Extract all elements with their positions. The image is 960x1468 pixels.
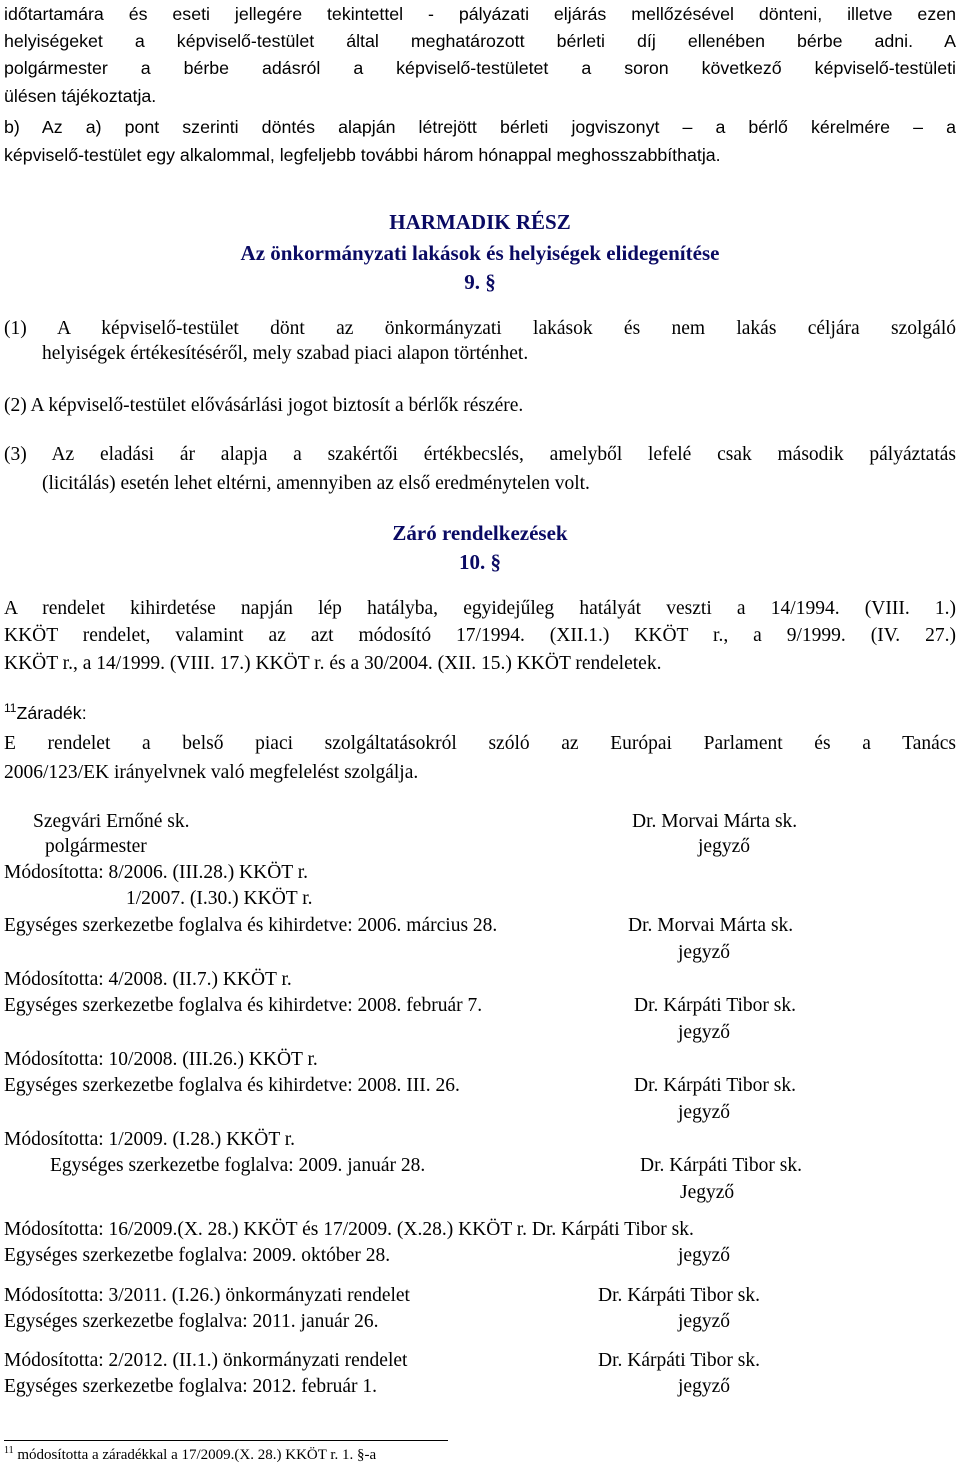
section-9-p1-line-2: helyiségek értékesítéséről, mely szabad piaci alapon történhet. bbox=[42, 343, 529, 364]
amendment-1-line-2: 1/2007. (I.30.) KKÖT r. bbox=[126, 888, 313, 909]
section-10-line-2: KKÖT rendelet, valamint az azt módosító 17/1994. (XII.1.) KKÖT r., a 9/1999. (IV. 27.) bbox=[4, 625, 956, 646]
consolidation-5-title: jegyző bbox=[678, 1245, 730, 1266]
consolidation-4-title: Jegyző bbox=[680, 1182, 735, 1203]
consolidation-3-title: jegyző bbox=[678, 1102, 730, 1123]
amendment-1-line-1: Módosította: 8/2006. (III.28.) KKÖT r. bbox=[4, 862, 309, 883]
section-9-p2: (2) A képviselő-testület elővásárlási jogot biztosít a bérlők részére. bbox=[4, 395, 524, 416]
consolidation-1-name: Dr. Morvai Márta sk. bbox=[628, 915, 794, 936]
consolidation-6-title: jegyző bbox=[678, 1311, 730, 1332]
footnote-number: 11 bbox=[4, 1445, 14, 1456]
consolidation-7-title: jegyző bbox=[678, 1376, 730, 1397]
footnote bbox=[4, 1447, 376, 1464]
section-9: 9. § bbox=[464, 270, 496, 294]
para-a-line-1: időtartamára és eseti jellegére tekintettel - pályázati eljárás mellőzésével dönteni, illetve ezen bbox=[4, 4, 956, 24]
amendment-6: Módosította: 3/2011. (I.26.) önkormányzati rendelet bbox=[4, 1285, 410, 1306]
consolidation-7-text: Egységes szerkezetbe foglalva: 2012. február 1. bbox=[4, 1376, 378, 1397]
section-9-p3-line-1: (3) Az eladási ár alapja a szakértői értékbecslés, amelyből lefelé csak második pályáztatás bbox=[4, 444, 956, 465]
consolidation-5-text: Egységes szerkezetbe foglalva: 2009. október 28. bbox=[4, 1245, 391, 1266]
section-9-p1-line-1: (1) A képviselő-testület dönt az önkormányzati lakások és nem lakás céljára szolgáló bbox=[4, 318, 956, 339]
consolidation-1-text: Egységes szerkezetbe foglalva és kihirdetve: 2006. március 28. bbox=[4, 915, 498, 936]
clause-label bbox=[4, 703, 87, 724]
amendment-6-name: Dr. Kárpáti Tibor sk. bbox=[598, 1285, 760, 1306]
clause-line-2: 2006/123/EK irányelvnek való megfelelést szolgálja. bbox=[4, 762, 419, 783]
amendment-4: Módosította: 1/2009. (I.28.) KKÖT r. bbox=[4, 1129, 296, 1150]
para-b-line-2: képviselő-testület egy alkalommal, legfeljebb további három hónappal meghosszabbíthatja. bbox=[4, 145, 721, 165]
para-a-line-2: helyiségeket a képviselő-testület által meghatározott bérleti díj ellenében bérbe adni. A bbox=[4, 31, 956, 51]
closing-title: Záró rendelkezések bbox=[392, 521, 568, 545]
amendment-7: Módosította: 2/2012. (II.1.) önkormányzati rendelet bbox=[4, 1350, 408, 1371]
amendment-5: Módosította: 16/2009.(X. 28.) KKÖT és 17/2009. (X.28.) KKÖT r. Dr. Kárpáti Tibor sk. bbox=[4, 1219, 694, 1240]
section-10-line-3: KKÖT r., a 14/1999. (VIII. 17.) KKÖT r. és a 30/2004. (XII. 15.) KKÖT rendeletek. bbox=[4, 653, 662, 674]
consolidation-4-name: Dr. Kárpáti Tibor sk. bbox=[640, 1155, 802, 1176]
footnote-reference[interactable]: 11 bbox=[4, 701, 17, 716]
consolidation-2-text: Egységes szerkezetbe foglalva és kihirdetve: 2008. február 7. bbox=[4, 995, 483, 1016]
consolidation-3-name: Dr. Kárpáti Tibor sk. bbox=[634, 1075, 796, 1096]
consolidation-3-text: Egységes szerkezetbe foglalva és kihirdetve: 2008. III. 26. bbox=[4, 1075, 460, 1096]
footnote-text: módosította a záradékkal a 17/2009.(X. 28.) KKÖT r. 1. §-a bbox=[17, 1447, 377, 1463]
consolidation-6-text: Egységes szerkezetbe foglalva: 2011. január 26. bbox=[4, 1311, 379, 1332]
section-10-line-1: A rendelet kihirdetése napján lép hatályba, egyidejűleg hatályát veszti a 14/1994. (VIII. 1.) bbox=[4, 598, 956, 619]
mayor-name: Szegvári Ernőné sk. bbox=[33, 811, 190, 832]
part-title: HARMADIK RÉSZ bbox=[389, 210, 571, 234]
clause-line-1: E rendelet a belső piaci szolgáltatásokról szóló az Európai Parlament és a Tanács bbox=[4, 733, 956, 754]
clause-label-text: Záradék: bbox=[16, 703, 87, 723]
para-a-line-3: polgármester a bérbe adásról a képviselő-testületet a soron következő képviselő-testületi bbox=[4, 58, 956, 78]
consolidation-2-name: Dr. Kárpáti Tibor sk. bbox=[634, 995, 796, 1016]
amendment-3: Módosította: 10/2008. (III.26.) KKÖT r. bbox=[4, 1049, 318, 1070]
consolidation-4-text: Egységes szerkezetbe foglalva: 2009. január 28. bbox=[50, 1155, 426, 1176]
amendment-2: Módosította: 4/2008. (II.7.) KKÖT r. bbox=[4, 969, 292, 990]
para-a-line-4: ülésen tájékoztatja. bbox=[4, 86, 157, 106]
consolidation-2-title: jegyző bbox=[678, 1022, 730, 1043]
notary-title: jegyző bbox=[698, 836, 750, 857]
consolidation-1-title: jegyző bbox=[678, 942, 730, 963]
mayor-title: polgármester bbox=[45, 836, 147, 857]
notary-name: Dr. Morvai Márta sk. bbox=[632, 811, 798, 832]
part-subtitle: Az önkormányzati lakások és helyiségek elidegenítése bbox=[240, 241, 720, 265]
section-10: 10. § bbox=[459, 550, 501, 574]
para-b-line-1: b) Az a) pont szerinti döntés alapján létrejött bérleti jogviszonyt – a bérlő kérelmére – a bbox=[4, 117, 956, 137]
footnote-divider bbox=[4, 1440, 448, 1441]
amendment-7-name: Dr. Kárpáti Tibor sk. bbox=[598, 1350, 760, 1371]
section-9-p3-line-2: (licitálás) esetén lehet eltérni, amennyiben az első eredménytelen volt. bbox=[42, 473, 590, 494]
